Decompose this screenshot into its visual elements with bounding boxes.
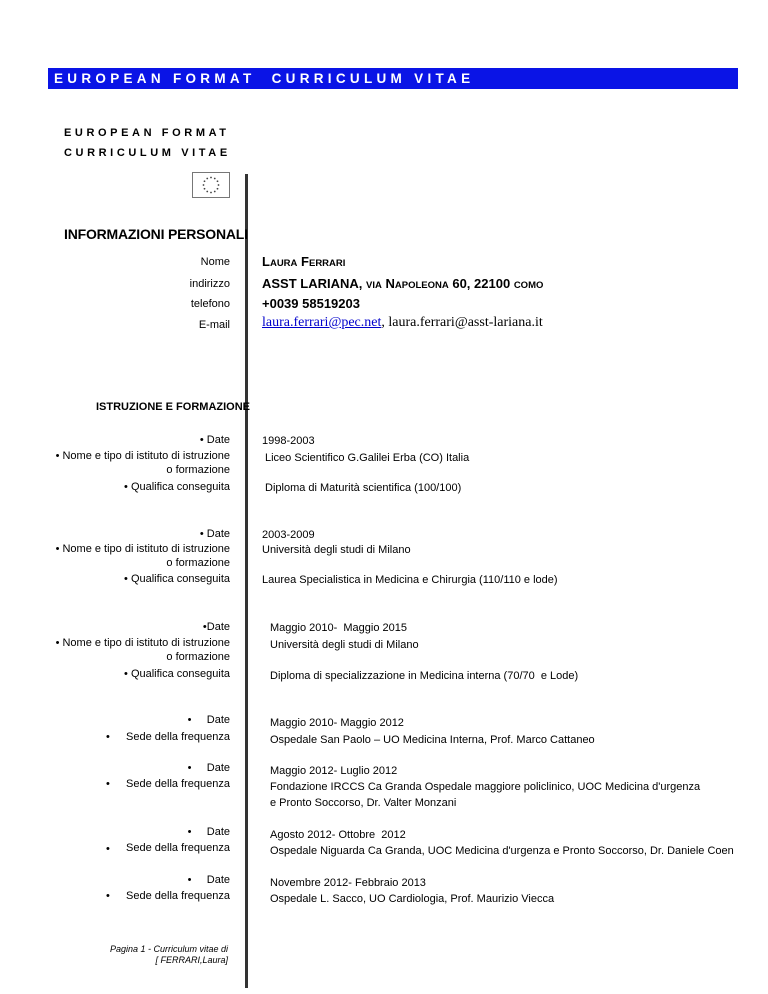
edu2-institution-label-2: o formazione (166, 557, 230, 569)
address-value: ASST LARIANA, VIA NAPOLEONA 60, 22100 COMO (262, 276, 544, 291)
section-personal-heading: INFORMAZIONI PERSONALI (64, 226, 248, 242)
eu-flag-icon (192, 172, 230, 198)
format-title-line1: EUROPEAN FORMAT (64, 127, 230, 139)
edu1-institution-label-2: o formazione (166, 464, 230, 476)
page-footer (110, 944, 228, 966)
edu3-qualification: Diploma di specializzazione in Medicina interna (70/70 e Lode) (270, 670, 579, 682)
edu3-date-label: •Date (202, 621, 230, 633)
intern2-date: Maggio 2012- Luglio 2012 (270, 765, 398, 777)
edu2-qualification-label: • Qualifica conseguita (124, 573, 230, 585)
edu1-qualification: Diploma di Maturità scientifica (100/100) (265, 482, 462, 494)
intern4-sede-label: Sede della frequenza (126, 890, 230, 902)
edu3-qualification-label: • Qualifica conseguita (124, 668, 230, 680)
edu3-institution-label-2: o formazione (166, 651, 230, 663)
edu1-institution-label: • Nome e tipo di istituto di istruzione (55, 450, 230, 462)
email-secondary: , laura.ferrari@asst-lariana.it (381, 315, 543, 330)
format-title-line2: CURRICULUM VITAE (64, 147, 231, 159)
intern3-bullet: • (106, 843, 110, 855)
email-link[interactable]: laura.ferrari@pec.net (262, 315, 382, 330)
edu2-institution: Università degli studi di Milano (262, 544, 411, 556)
intern1-sede: Ospedale San Paolo – UO Medicina Interna, Prof. Marco Cattaneo (270, 734, 595, 746)
intern2-sede-line2: e Pronto Soccorso, Dr. Valter Monzani (270, 797, 457, 809)
intern1-bullet: • (106, 731, 110, 743)
email-value (262, 316, 543, 330)
column-divider (245, 174, 248, 988)
intern3-date-label: • Date (187, 826, 230, 838)
edu1-institution: Liceo Scientifico G.Galilei Erba (CO) Italia (265, 452, 470, 464)
intern2-sede-label: Sede della frequenza (126, 778, 230, 790)
intern3-sede-label: Sede della frequenza (126, 842, 230, 854)
intern3-date: Agosto 2012- Ottobre 2012 (270, 829, 406, 841)
edu3-date: Maggio 2010- Maggio 2015 (270, 622, 407, 634)
intern1-date: Maggio 2010- Maggio 2012 (270, 717, 404, 729)
edu2-date-label: • Date (199, 528, 230, 540)
name-label: Nome (200, 256, 230, 268)
intern1-sede-label: Sede della frequenza (126, 731, 230, 743)
edu1-date: 1998-2003 (262, 435, 315, 447)
edu3-institution: Università degli studi di Milano (270, 639, 419, 651)
intern4-date-label: • Date (187, 874, 230, 886)
intern3-sede: Ospedale Niguarda Ca Granda, UOC Medicina d'urgenza e Pronto Soccorso, Dr. Daniele Coen (270, 845, 734, 857)
person-name: LAURA FERRARI (262, 254, 346, 269)
section-education-heading: ISTRUZIONE E FORMAZIONE (96, 401, 250, 413)
footer-line2: [ FERRARI,Laura] (155, 955, 228, 965)
intern2-bullet: • (106, 778, 110, 790)
address-label: indirizzo (189, 278, 230, 290)
edu1-qualification-label: • Qualifica conseguita (124, 481, 230, 493)
intern2-date-label: • Date (187, 762, 230, 774)
edu2-institution-label: • Nome e tipo di istituto di istruzione (55, 543, 230, 555)
edu2-date: 2003-2009 (262, 529, 315, 541)
intern4-bullet: • (106, 890, 110, 902)
edu3-institution-label: • Nome e tipo di istituto di istruzione (55, 637, 230, 649)
header-banner: EUROPEAN FORMAT CURRICULUM VITAE (48, 68, 738, 89)
intern2-sede: Fondazione IRCCS Ca Granda Ospedale maggiore policlinico, UOC Medicina d'urgenza (270, 781, 701, 793)
phone-label: telefono (190, 298, 230, 310)
phone-value: +0039 58519203 (262, 296, 360, 311)
intern1-date-label: • Date (187, 714, 230, 726)
intern4-date: Novembre 2012- Febbraio 2013 (270, 877, 426, 889)
edu2-qualification: Laurea Specialistica in Medicina e Chirurgia (110/110 e lode) (262, 574, 558, 586)
edu1-date-label: • Date (199, 434, 230, 446)
intern4-sede: Ospedale L. Sacco, UO Cardiologia, Prof. Maurizio Viecca (270, 893, 555, 905)
footer-line1: Pagina 1 - Curriculum vitae di (109, 944, 228, 954)
email-label: E-mail (198, 319, 230, 331)
